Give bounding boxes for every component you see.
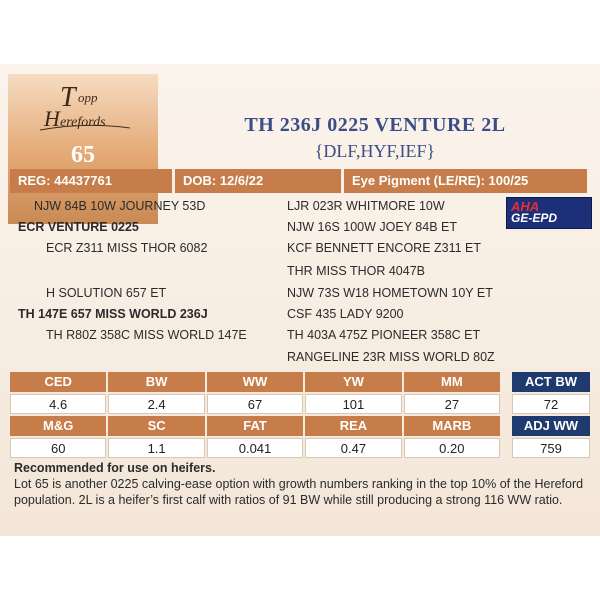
svg-text:T: T — [60, 82, 76, 113]
pedigree-right-7: TH 403A 475Z PIONEER 358C ET — [287, 328, 481, 342]
genetic-status: {DLF,HYF,IEF} — [314, 141, 436, 161]
epd-header-bw: BW — [108, 372, 204, 392]
pedigree-dam: TH 147E 657 MISS WORLD 236J — [18, 307, 208, 321]
pedigree-right-1: LJR 023R WHITMORE 10W — [287, 199, 445, 213]
epd-value-sc: 1.1 — [108, 438, 204, 458]
svg-text:H: H — [44, 106, 60, 131]
notes-body: Lot 65 is another 0225 calving-ease option with growth numbers ranking in the top 10% of the Hereford population. 2L is a heifer’s first calf with ratios of 91 BW while still producing a strong 116 WW ratio. — [14, 477, 584, 507]
pedigree-right-5: NJW 73S W18 HOMETOWN 10Y ET — [287, 286, 493, 300]
aha-ge-epd-badge — [506, 197, 592, 229]
epd-value-ww: 67 — [207, 394, 303, 414]
pedigree-right-6: CSF 435 LADY 9200 — [287, 307, 404, 321]
epd-value-row-2 — [10, 438, 500, 458]
pedigree-sire-dam: ECR Z311 MISS THOR 6082 — [46, 241, 208, 255]
badge-line2: GE-EPD — [511, 211, 558, 225]
pedigree-dam-sire: H SOLUTION 657 ET — [46, 286, 167, 300]
pedigree-right-2: NJW 16S 100W JOEY 84B ET — [287, 220, 457, 234]
epd-value-fat: 0.041 — [207, 438, 303, 458]
animal-name: TH 236J 0225 VENTURE 2L — [244, 114, 506, 136]
info-bar — [10, 169, 590, 193]
epd-header-yw: YW — [305, 372, 401, 392]
pedigree-sire-sire: NJW 84B 10W JOURNEY 53D — [34, 199, 206, 213]
pedigree-right-3: KCF BENNETT ENCORE Z311 ET — [287, 241, 482, 255]
epd-value-mm: 27 — [404, 394, 500, 414]
act-bw-value: 72 — [512, 394, 590, 414]
epd-value-rea: 0.47 — [305, 438, 401, 458]
svg-text:opp: opp — [78, 90, 98, 105]
epd-header-ww: WW — [207, 372, 303, 392]
svg-text:erefords: erefords — [60, 115, 106, 130]
epd-value-mg: 60 — [10, 438, 106, 458]
epd-value-ced: 4.6 — [10, 394, 106, 414]
notes-lead: Recommended for use on heifers. — [14, 461, 216, 475]
epd-header-sc: SC — [108, 416, 204, 436]
date-of-birth: DOB: 12/6/22 — [175, 169, 341, 193]
badge-line1: AHA — [511, 199, 540, 214]
pedigree-right-4: THR MISS THOR 4047B — [287, 264, 426, 278]
epd-header-mm: MM — [404, 372, 500, 392]
epd-header-mg: M&G — [10, 416, 106, 436]
epd-header-row-1 — [10, 372, 500, 392]
epd-value-marb: 0.20 — [404, 438, 500, 458]
epd-header-row-2 — [10, 416, 500, 436]
epd-value-bw: 2.4 — [108, 394, 204, 414]
registration-number: REG: 44437761 — [10, 169, 172, 193]
epd-header-fat: FAT — [207, 416, 303, 436]
lot-number: 65 — [71, 142, 95, 168]
adj-ww-value: 759 — [512, 438, 590, 458]
epd-header-rea: REA — [305, 416, 401, 436]
pedigree-sire: ECR VENTURE 0225 — [18, 220, 139, 234]
epd-value-yw: 101 — [305, 394, 401, 414]
topp-herefords-logo — [30, 82, 140, 134]
pedigree-dam-dam: TH R80Z 358C MISS WORLD 147E — [46, 328, 247, 342]
title-block — [160, 114, 590, 162]
epd-header-marb: MARB — [404, 416, 500, 436]
adj-ww-label: ADJ WW — [512, 416, 590, 436]
act-bw-label: ACT BW — [512, 372, 590, 392]
pedigree-right-8: RANGELINE 23R MISS WORLD 80Z — [287, 350, 495, 364]
epd-value-row-1 — [10, 394, 500, 414]
eye-pigment: Eye Pigment (LE/RE): 100/25 — [344, 169, 587, 193]
epd-header-ced: CED — [10, 372, 106, 392]
lot-notes — [14, 460, 594, 508]
lot-card — [0, 64, 600, 536]
